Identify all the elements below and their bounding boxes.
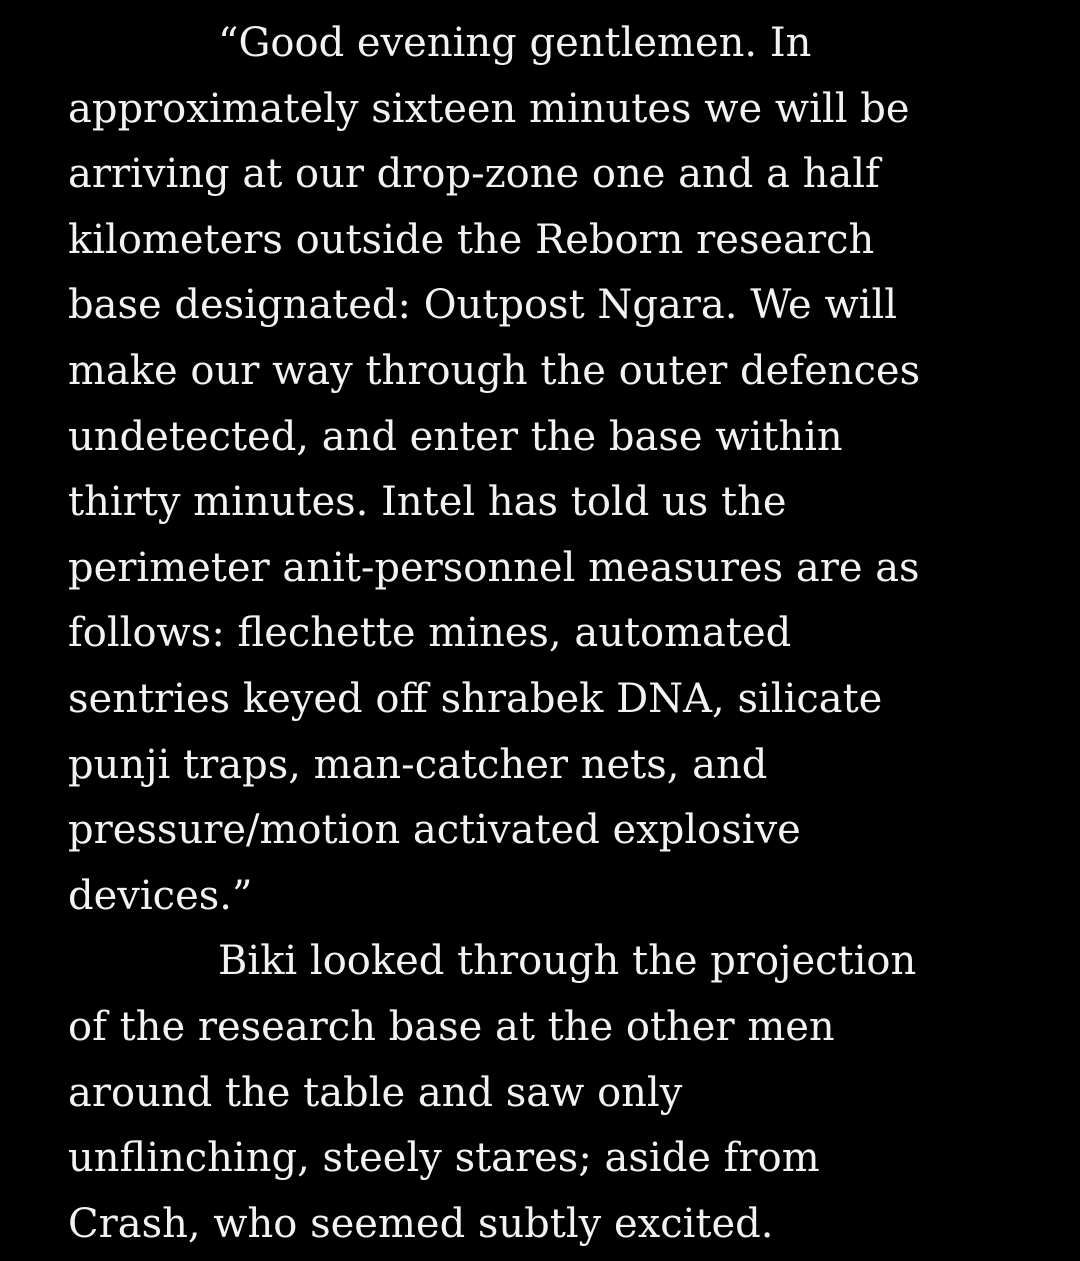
text-line: arriving at our drop-zone one and a half	[68, 151, 880, 198]
text-line: unflinching, steely stares; aside from	[68, 1135, 820, 1182]
story-text	[68, 11, 1068, 1257]
text-line: base designated: Outpost Ngara. We will	[68, 282, 898, 329]
text-line: Crash, who seemed subtly excited.	[68, 1200, 774, 1247]
text-line: punji traps, man-catcher nets, and	[68, 741, 768, 788]
paragraph-biki	[68, 929, 1068, 1257]
paragraph-briefing	[68, 11, 1068, 929]
text-line: around the table and saw only	[68, 1069, 683, 1116]
text-line: kilometers outside the Reborn research	[68, 216, 875, 263]
text-line: of the research base at the other men	[68, 1003, 835, 1050]
text-line: devices.”	[68, 872, 253, 919]
text-line: perimeter anit-personnel measures are as	[68, 544, 920, 591]
text-line: approximately sixteen minutes we will be	[68, 85, 910, 132]
text-line: undetected, and enter the base within	[68, 413, 843, 460]
text-line: thirty minutes. Intel has told us the	[68, 479, 787, 526]
text-line: sentries keyed off shrabek DNA, silicate	[68, 675, 883, 722]
text-line: “Good evening gentlemen. In	[218, 20, 812, 66]
text-line: make our way through the outer defences	[68, 347, 921, 394]
text-line: follows: flechette mines, automated	[68, 610, 792, 657]
text-line: pressure/motion activated explosive	[68, 807, 801, 854]
text-line: Biki looked through the projection	[218, 938, 917, 985]
